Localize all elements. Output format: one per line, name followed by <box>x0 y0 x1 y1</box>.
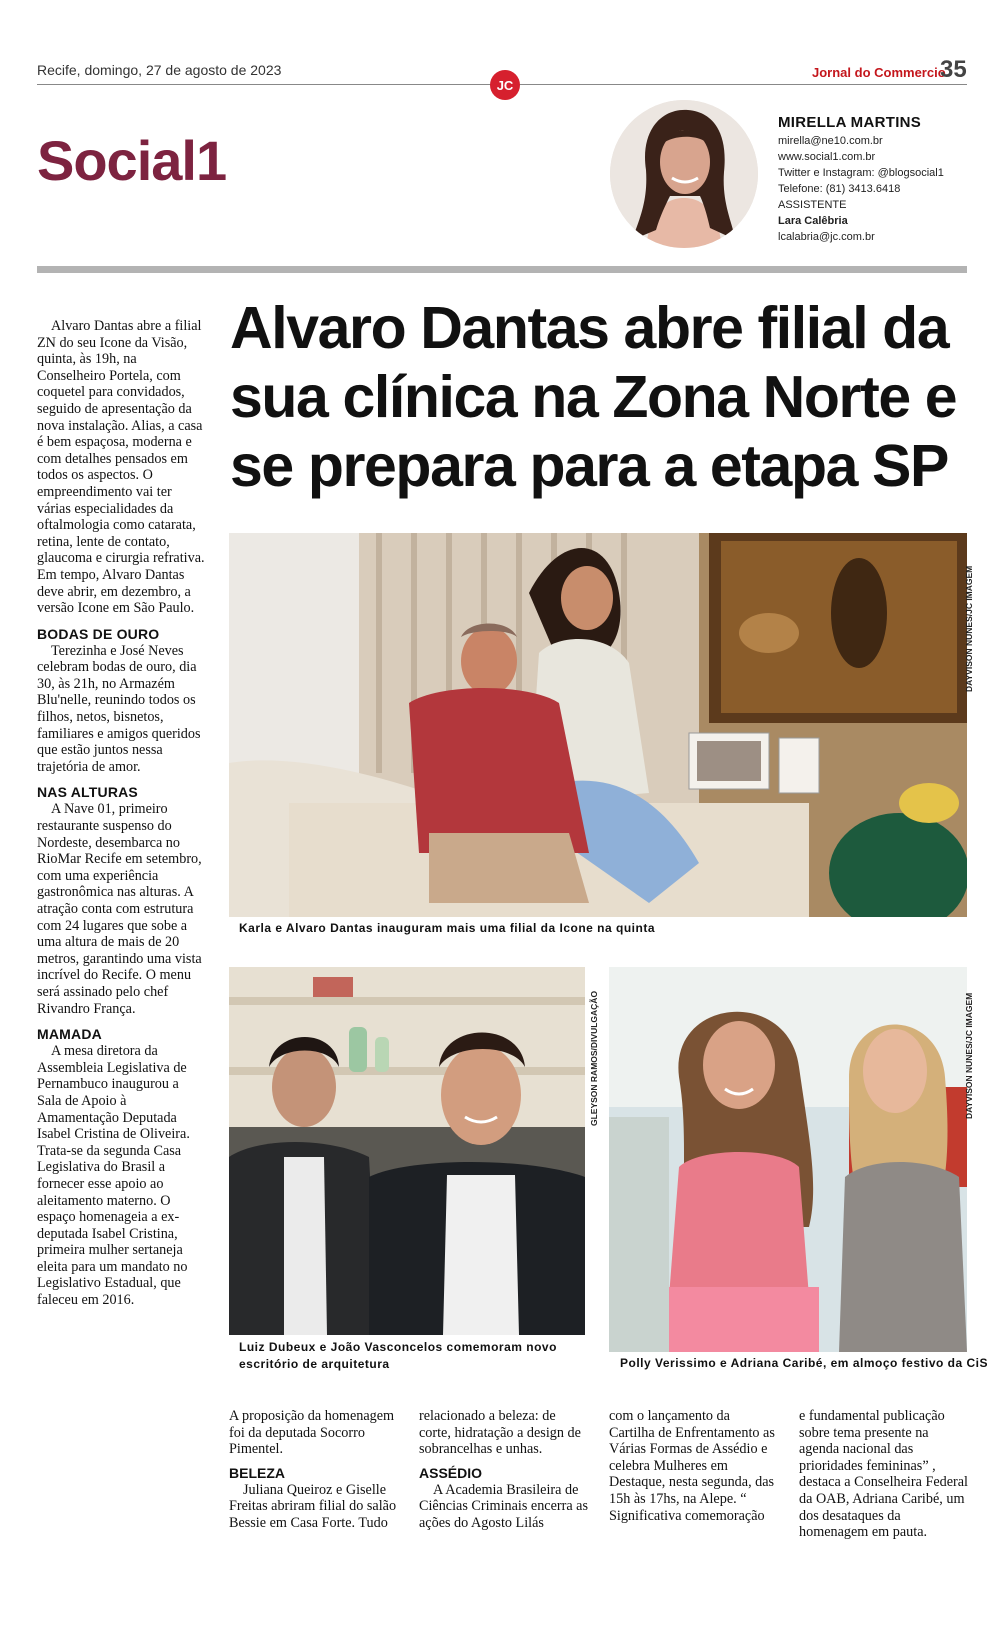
columnist-site[interactable]: www.social1.com.br <box>778 151 876 163</box>
paragraph-assedio: A Academia Brasileira de Ciências Criminais encerra as ações do Agosto Lilás <box>419 1481 589 1531</box>
right-photo <box>609 967 967 1352</box>
paragraph-assedio-end: e fundamental publicação sobre tema presente na agenda nacional das prioridades femininas” , destaca a Conselheira Federal da OAB, Adriana Caribé, um dos desataques da homenagem em pauta. <box>799 1408 968 1541</box>
columnist-contacts <box>778 133 944 245</box>
paragraph-bodas: Terezinha e José Neves celebram bodas de ouro, dia 30, às 21h, no Armazém Blu'nelle, reunindo todos os filhos, netos, bisnetos, familiares e amigos queridos que estão juntos nessa trajetória de amor. <box>37 642 201 775</box>
intro-paragraph: Alvaro Dantas abre a filial ZN do seu Icone da Visão, quinta, às 19h, na Conselheiro Portela, com coquetel para convidados, seguido de apresentação da nova instalação. Alias, a casa é bem espaçosa, moderna e com detalhes pensados em todos os aspectos. O empreendimento vai ter várias especialidades da oftalmologia como catarata, retina, lente de contato, glaucoma e cirurgia refrativa. Em tempo, Alvaro Dantas deve abrir, em dezembro, a versão Icone em São Paulo. <box>37 318 205 617</box>
columnist-name: MIRELLA MARTINS <box>778 114 922 131</box>
section-title: Social1 <box>37 129 227 192</box>
columnist-social: Twitter e Instagram: @blogsocial1 <box>778 167 944 179</box>
assistant-label: ASSISTENTE <box>778 199 847 211</box>
page-number: 35 <box>940 56 967 83</box>
left-photo <box>229 967 585 1335</box>
bottom-column-2 <box>419 1408 589 1532</box>
subhead-beleza: BELEZA <box>229 1464 285 1481</box>
right-photo-caption: Polly Verissimo e Adriana Caribé, em almoço festivo da CiS <box>620 1356 989 1370</box>
paragraph-homenagem: A proposição da homenagem foi da deputada Socorro Pimentel. <box>229 1408 395 1458</box>
paragraph-nas-alturas: A Nave 01, primeiro restaurante suspenso do Nordeste, desembarca no RioMar Recife em setembro, com uma experiência gastronômica nas alturas. A atração conta com estrutura com 24 lugares que sobe a uma altura de mais de 20 metros, garantindo uma vista incrível do Recife. O menu será assinado pelo chef Rivandro França. <box>37 801 202 1017</box>
subhead-nas-alturas: NAS ALTURAS <box>37 784 138 801</box>
bottom-column-3 <box>609 1408 779 1524</box>
paragraph-mamada: A mesa diretora da Assembleia Legislativa de Pernambuco inaugurou a Sala de Apoio à Amamentação Deputada Isabel Cristina de Oliveira. Trata-se da segunda Casa Legislativa do Brasil a fornecer esse apoio ao aleitamento materno. O espaço homenageia a ex-deputada Isabel Cristina, primeira mulher sertaneja eleita para um mandato no Legislativo Estadual, que faleceu em 2016. <box>37 1043 190 1309</box>
columnist-email[interactable]: mirella@ne10.com.br <box>778 135 883 147</box>
columnist-phone: Telefone: (81) 3413.6418 <box>778 183 901 195</box>
main-photo-caption: Karla e Alvaro Dantas inauguram mais uma filial da Icone na quinta <box>239 921 655 935</box>
paper-name: Jornal do Commercio <box>812 65 946 80</box>
bottom-column-1 <box>229 1408 399 1532</box>
main-photo <box>229 533 967 917</box>
paragraph-beleza: Juliana Queiroz e Giselle Freitas abriram filial do salão Bessie em Casa Forte. Tudo <box>229 1481 397 1531</box>
subhead-assedio: ASSÉDIO <box>419 1464 483 1481</box>
headline: Alvaro Dantas abre filial da sua clínica na Zona Norte e se prepara para a etapa SP <box>230 295 957 499</box>
left-photo-caption: Luiz Dubeux e João Vasconcelos comemoram novo escritório de arquitetura <box>239 1340 557 1371</box>
main-photo-credit: DAYVISON NUNES/JC IMAGEM <box>964 565 974 692</box>
left-column <box>37 318 205 1309</box>
section-divider <box>37 266 967 273</box>
paragraph-assedio-cont: com o lançamento da Cartilha de Enfrentamento as Várias Formas de Assédio e celebra Mulheres em Destaque, nesta segunda, das 15h às 17hs, na Alepe. “ Significativa comemoração <box>609 1408 775 1524</box>
assistant-name: Lara Calêbria <box>778 215 848 227</box>
subhead-bodas-de-ouro: BODAS DE OURO <box>37 625 160 642</box>
bottom-column-4 <box>799 1408 969 1541</box>
dateline: Recife, domingo, 27 de agosto de 2023 <box>37 62 282 78</box>
right-photo-credit: DAYVISON NUNES/JC IMAGEM <box>964 992 974 1119</box>
subhead-mamada: MAMADA <box>37 1026 102 1043</box>
assistant-email[interactable]: lcalabria@jc.com.br <box>778 231 875 243</box>
left-photo-credit: GLEYSON RAMOS/DIVULGAÇÃO <box>589 990 599 1126</box>
columnist-portrait <box>610 100 758 248</box>
paragraph-beleza-cont: relacionado a beleza: de corte, hidratação a design de sobrancelhas e unhas. <box>419 1408 581 1458</box>
jc-logo: JC <box>490 70 520 100</box>
